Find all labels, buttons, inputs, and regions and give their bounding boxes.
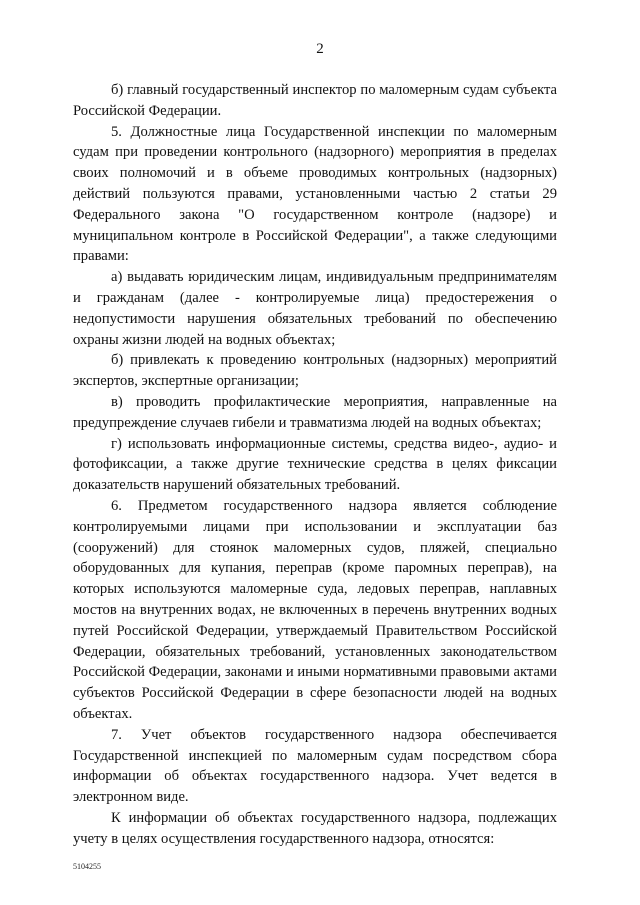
paragraph-chief-inspector: б) главный государственный инспектор по маломерным судам субъекта Российской Федерации. — [73, 82, 557, 119]
paragraph-6-subject-of-supervision: 6. Предметом государственного надзора является соблюдение контролируемыми лицами при использовании и эксплуатации баз (сооружений) для стоянок маломерных судов, пляжей, специально оборудованных для купания, переправ (кроме паромных переправ), на которых используются маломерные суда, ледовых переправ, наплавных мостов на внутренних водах, не включенных в перечень внутренних водных путей Российской Федерации, утверждаемый Правительством Российской Федерации, обязательных требований, установленных законодательством Российской Федерации, законами и иными нормативными правовыми актами субъектов Российской Федерации в сфере безопасности людей на водных объектах. — [73, 497, 557, 722]
paragraph-right-b-experts: б) привлекать к проведению контрольных (надзорных) мероприятий экспертов, экспертные организации; — [73, 352, 557, 390]
paragraph-7-accounting: 7. Учет объектов государственного надзора обеспечивается Государственной инспекцией по маломерным судам посредством сбора информации об объектах государственного надзора. Учет ведется в электронном виде. — [73, 726, 557, 806]
paragraph-5-officials-rights: 5. Должностные лица Государственной инспекции по маломерным судам при проведении контрольного (надзорного) мероприятия в пределах своих полномочий и в объеме проводимых контрольных (надзорных) действий пользуются правами, установленными частью 2 статьи 29 Федерального закона "О государственном контроле (надзоре) и муниципальном контроле в Российской Федерации", а также следующими правами: — [73, 123, 557, 265]
paragraph-right-a-warnings: а) выдавать юридическим лицам, индивидуальным предпринимателям и гражданам (далее - контролируемые лица) предостережения о недопустимости нарушения обязательных требований по обеспечению охраны жизни людей на водных объектах; — [73, 269, 557, 348]
paragraph-right-g-recording: г) использовать информационные системы, средства видео-, аудио- и фотофиксации, а также другие технические средства в целях фиксации доказательств нарушений обязательных требований. — [73, 435, 557, 494]
paragraph-right-v-prevention: в) проводить профилактические мероприятия, направленные на предупреждение случаев гибели и травматизма людей на водных объектах; — [73, 393, 557, 431]
document-footer-code: 5104255 — [73, 862, 101, 871]
document-body — [73, 80, 557, 849]
paragraph-accounting-information: К информации об объектах государственного надзора, подлежащих учету в целях осуществления государственного надзора, относятся: — [73, 809, 557, 847]
page-number: 2 — [316, 41, 324, 57]
